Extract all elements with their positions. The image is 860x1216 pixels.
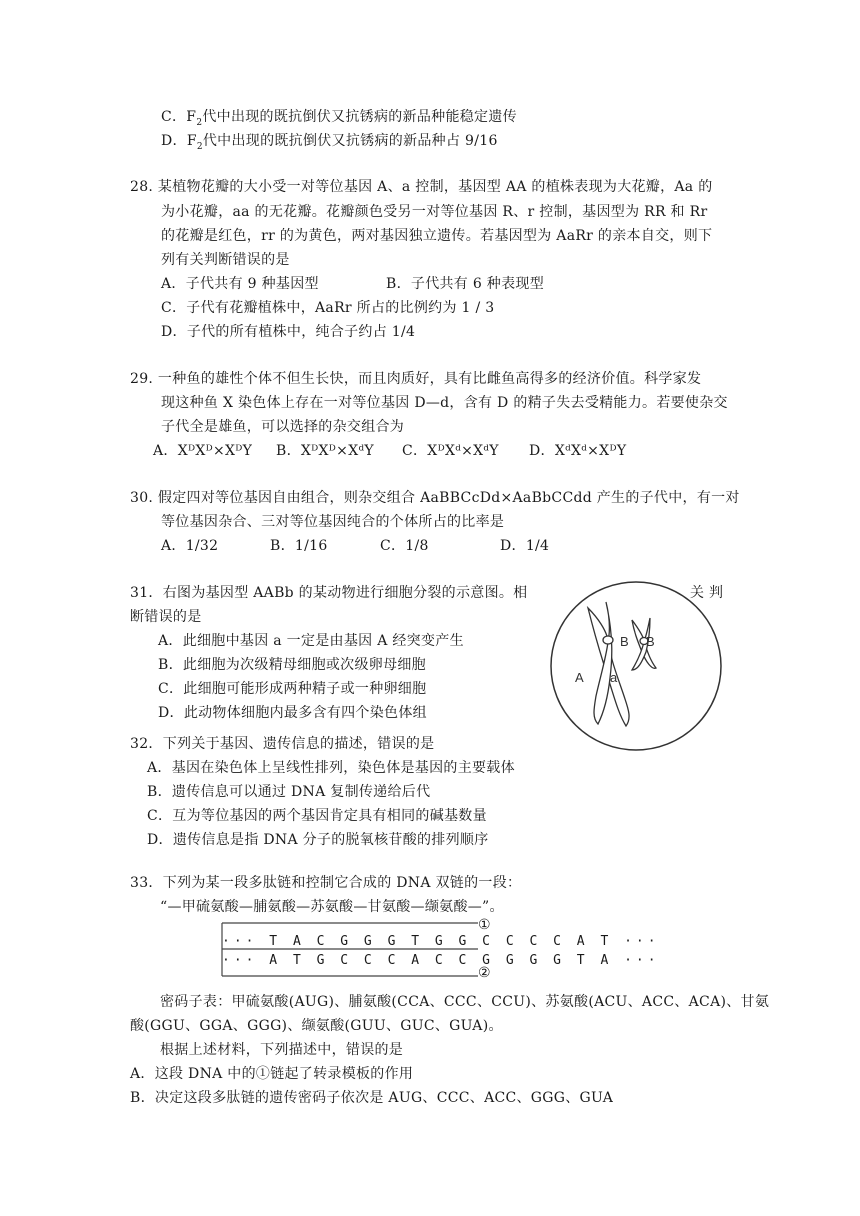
q28-option-d: D．子代的所有植株中，纯合子约占 1/4 xyxy=(161,324,416,340)
q31-option-d: D．此动物体细胞内最多含有四个染色体组 xyxy=(158,705,427,721)
q32-stem: 32．下列关于基因、遗传信息的描述，错误的是 xyxy=(130,736,435,752)
q28-stem-line1: 28. 某植物花瓣的大小受一对等位基因 A、a 控制，基因型 AA 的植株表现为大花瓣，Aa 的 xyxy=(130,179,713,195)
q32-option-d: D．遗传信息是指 DNA 分子的脱氧核苷酸的排列顺序 xyxy=(147,832,489,848)
q27-option-d: D．$F_2$代中出现的既抗倒伏又抗锈病的新品种占 9/16 xyxy=(161,133,498,152)
q29-stem-line1: 29. 一种鱼的雄性个体不但生长快，而且肉质好，具有比雌鱼高得多的经济价值。科学家发 xyxy=(130,371,702,387)
q28-option-c: C．子代有花瓣植株中，AaRr 所占的比例约为 1 / 3 xyxy=(161,300,495,316)
q33-option-b: B．决定这段多肽链的遗传密码子依次是 AUG、CCC、ACC、GGG、GUA xyxy=(130,1090,614,1106)
q28-option-a: A．子代共有 9 种基因型 xyxy=(161,276,319,292)
q28-stem-line4: 列有关判断错误的是 xyxy=(161,252,290,268)
dna-strand-2: ··· A T G C C C A C C G G G G T A ··· xyxy=(222,953,660,968)
q30-stem-line1: 30. 假定四对等位基因自由组合，则杂交组合 AaBBCcDd×AaBbCCdd 产生的子代中，有一对 xyxy=(130,490,740,506)
q29-option-a: A．XᴰXᴰ×XᴰY xyxy=(153,443,253,459)
q28-stem-line3: 的花瓣是红色，rr 的为黄色，两对基因独立遗传。若基因型为 AaRr 的亲本自交，则下 xyxy=(161,228,713,244)
q32-option-c: C．互为等位基因的两个基因肯定具有相同的碱基数量 xyxy=(147,808,487,824)
q33-question: 根据上述材料，下列描述中，错误的是 xyxy=(160,1042,404,1058)
dna-strand-1: ··· T A C G G G T G G C C C C A T ··· xyxy=(222,934,660,949)
q29-stem-line2: 现这种鱼 X 染色体上存在一对等位基因 D—d，含有 D 的精子失去受精能力。若要使杂交 xyxy=(161,395,728,411)
q29-option-b: B．XᴰXᴰ×XᵈY xyxy=(276,443,374,459)
cell-division-figure xyxy=(548,578,724,754)
codon-table-line2: 酸(GGU、GGA、GGG)、缬氨酸(GUU、GUC、GUA)。 xyxy=(130,1018,503,1034)
q31-stem-line1: 31．右图为基因型 AABb 的某动物进行细胞分裂的示意图。相 xyxy=(130,585,528,601)
codon-table-line1: 密码子表：甲硫氨酸(AUG)、脯氨酸(CCA、CCC、CCU)、苏氨酸(ACU、ACC、ACA)、甘氨 xyxy=(160,994,770,1010)
q31-option-b: B．此细胞为次级精母细胞或次级卵母细胞 xyxy=(158,657,426,673)
q29-stem-line3: 子代全是雄鱼，可以选择的杂交组合为 xyxy=(161,419,405,435)
q33-stem-line1: 33．下列为某一段多肽链和控制它合成的 DNA 双链的一段： xyxy=(130,875,522,891)
q30-option-a: A．1/32 xyxy=(161,538,219,554)
q30-option-b: B．1/16 xyxy=(270,538,328,554)
gene-label-A: A xyxy=(575,670,584,685)
q30-option-c: C．1/8 xyxy=(380,538,429,554)
q30-stem-line2: 等位基因杂合、三对等位基因纯合的个体所占的比率是 xyxy=(161,514,505,530)
q28-option-b: B．子代共有 6 种表现型 xyxy=(386,276,544,292)
q27-option-c: C．$F_2$代中出现的既抗倒伏又抗锈病的新品种能稳定遗传 xyxy=(161,109,517,128)
q28-stem-line2: 为小花瓣，aa 的无花瓣。花瓣颜色受另一对等位基因 R、r 控制，基因型为 RR 和 Rr xyxy=(161,204,708,220)
q33-peptide-chain: “—甲硫氨酸—脯氨酸—苏氨酸—甘氨酸—缬氨酸—”。 xyxy=(160,899,504,915)
gene-label-a: a xyxy=(610,670,618,685)
q33-option-a: A．这段 DNA 中的①链起了转录模板的作用 xyxy=(130,1066,414,1082)
q31-stem-line1-end: 关 判 xyxy=(690,585,724,601)
chromosome-left xyxy=(588,602,629,726)
gene-label-B-left: B xyxy=(620,634,629,649)
strand-marker-1: ① xyxy=(478,917,491,933)
q29-option-d: D．XᵈXᵈ×XᴰY xyxy=(529,443,627,459)
dna-double-strand-figure xyxy=(220,920,500,982)
strand-marker-2: ② xyxy=(478,965,491,981)
q32-option-a: A．基因在染色体上呈线性排列，染色体是基因的主要载体 xyxy=(147,760,515,776)
q30-option-d: D．1/4 xyxy=(500,538,550,554)
q32-option-b: B．遗传信息可以通过 DNA 复制传递给后代 xyxy=(147,784,431,800)
q31-option-c: C．此细胞可能形成两种精子或一种卵细胞 xyxy=(158,681,427,697)
q31-stem-line2: 断错误的是 xyxy=(130,609,202,625)
q29-option-c: C．XᴰXᵈ×XᵈY xyxy=(402,443,499,459)
q31-option-a: A．此细胞中基因 a 一定是由基因 A 经突变产生 xyxy=(158,633,464,649)
gene-label-B-right: B xyxy=(646,634,655,649)
